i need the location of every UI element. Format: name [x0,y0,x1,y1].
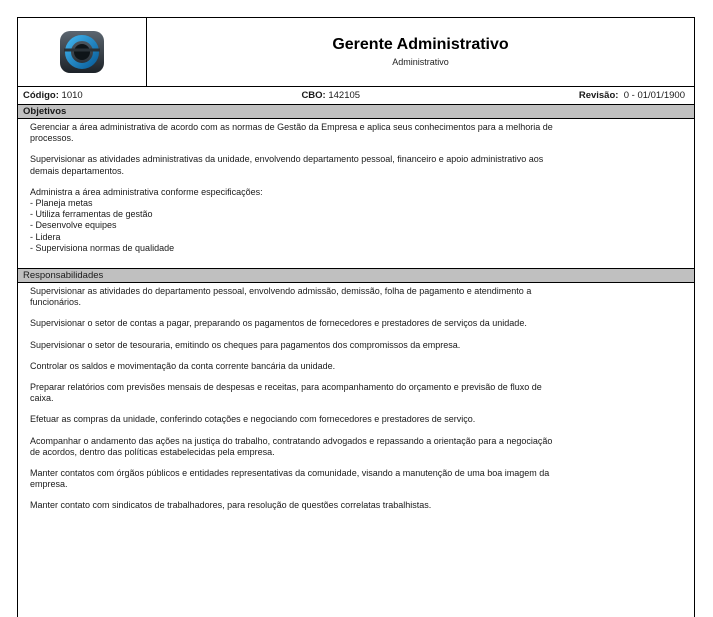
responsabilidade-paragraph-line: Supervisionar o setor de contas a pagar, preparando os pagamentos de fornecedores e prestadores de serviços da unidade. [30,318,527,329]
info-row [18,87,694,105]
responsabilidade-paragraph [30,414,676,425]
logo-cell [18,18,147,86]
responsabilidades-body [18,283,694,522]
objetivo-paragraph-line: Supervisionar as atividades administrativas da unidade, envolvendo departamento pessoal, financeiro e apoio administrativo aos [30,154,544,165]
job-description-document [17,17,695,617]
objetivo-paragraph-line: - Desenvolve equipes [30,220,117,231]
responsabilidade-paragraph [30,361,676,372]
codigo-label: Código: [23,90,59,101]
responsabilidade-paragraph-line: de acordos, dentro das políticas estabelecidas pela empresa. [30,446,275,457]
objetivo-paragraph-line: - Lidera [30,231,61,242]
responsabilidade-paragraph-line: caixa. [30,393,54,404]
responsabilidade-paragraph-line: Supervisionar as atividades do departamento pessoal, envolvendo admissão, demissão, folha de pagamento e atendimento a [30,286,532,296]
revisao-field [579,87,685,104]
objetivo-paragraph-line: - Supervisiona normas de qualidade [30,242,175,253]
objetivo-paragraph-line: - Utiliza ferramentas de gestão [30,209,153,220]
objetivo-paragraph-line: Administra a área administrativa conforme especificações: [30,186,263,197]
responsabilidade-paragraph [30,382,676,404]
responsabilidade-paragraph-line: Preparar relatórios com previsões mensais de despesas e receitas, para acompanhamento do orçamento e previsão de fluxo de [30,382,542,393]
responsabilidade-paragraph-line: Manter contato com sindicatos de trabalhadores, para resolução de questões correlatas trabalhistas. [30,500,432,511]
objetivos-header: Objetivos [18,105,694,119]
objetivo-paragraph-line: processos. [30,133,74,144]
objetivo-paragraph-line: demais departamentos. [30,165,125,176]
responsabilidade-paragraph [30,500,676,511]
responsabilidade-paragraph-line: Supervisionar o setor de tesouraria, emitindo os cheques para pagamentos dos compromissos da empresa. [30,339,461,350]
document-header [18,18,694,87]
objetivo-paragraph [30,122,676,144]
responsabilidade-paragraph [30,436,676,458]
document-subtitle: Administrativo [392,57,449,67]
responsabilidade-paragraph-line: Manter contatos com órgãos públicos e entidades representativas da comunidade, visando a manutenção de uma boa imagem da [30,468,550,479]
responsabilidade-paragraph-line: Acompanhar o andamento das ações na justiça do trabalho, contratando advogados e repassando a orientação para a negociação [30,435,553,446]
objetivo-paragraph-line: Gerenciar a área administrativa de acordo com as normas de Gestão da Empresa e aplica seus conhecimentos para a melhoria de [30,122,553,132]
responsabilidade-paragraph-line: Efetuar as compras da unidade, conferindo cotações e negociando com fornecedores e prestadores de serviço. [30,414,476,425]
title-cell [147,18,694,86]
objetivo-paragraph [30,187,676,254]
responsabilidade-paragraph [30,286,676,308]
cbo-field [301,87,360,104]
company-logo-icon [58,29,106,75]
objetivo-paragraph-line: - Planeja metas [30,198,93,209]
responsabilidades-header: Responsabilidades [18,269,694,283]
responsabilidade-paragraph [30,340,676,351]
codigo-field [23,87,83,104]
responsabilidade-paragraph [30,318,676,329]
responsabilidade-paragraph-line: Controlar os saldos e movimentação da conta corrente bancária da unidade. [30,360,336,371]
objetivo-paragraph [30,154,676,176]
responsabilidade-paragraph-line: empresa. [30,479,68,490]
revisao-label: Revisão: [578,90,619,101]
cbo-value: 142105 [328,90,361,101]
codigo-value: 1010 [61,90,83,101]
document-title: Gerente Administrativo [332,36,509,53]
responsabilidade-paragraph [30,468,676,490]
revisao-value: 0 - 01/01/1900 [623,90,685,101]
cbo-label: CBO: [301,90,326,101]
responsabilidade-paragraph-line: funcionários. [30,297,82,308]
objetivos-body [18,119,694,269]
